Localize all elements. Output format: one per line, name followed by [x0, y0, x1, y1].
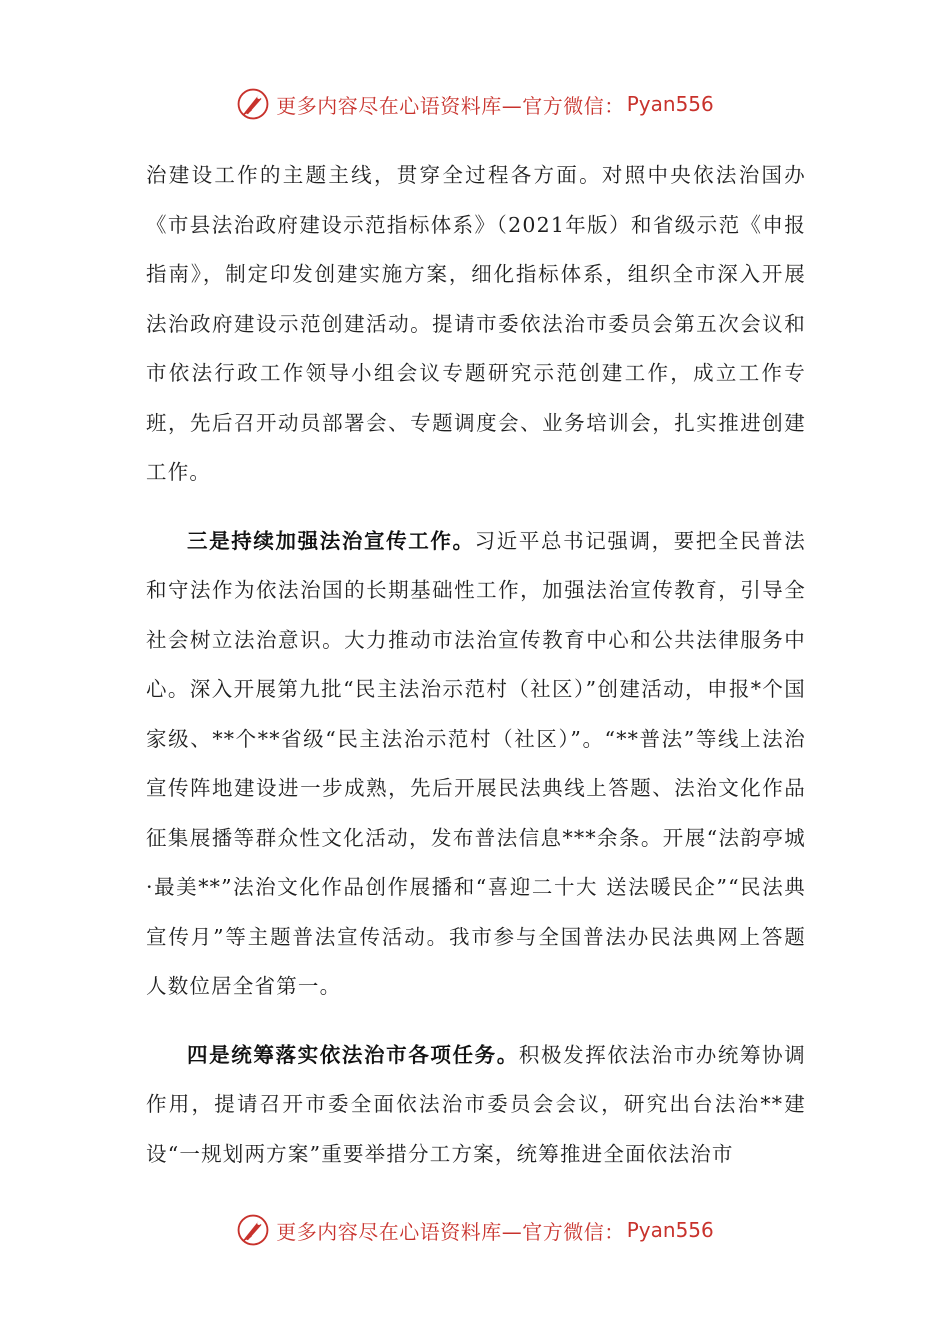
paragraph-text: 习近平总书记强调，要把全民普法和守法作为依法治国的长期基础性工作，加强法治宣传教育，引导全社会树立法治意识。大力推动市法治宣传教育中心和公共法律服务中心。深入开展第九批“民主法治示范村（社区）”创建活动，申报*个国家级、**个**省级“民主法治示范村（社区）”。“**普法”等线上法治宣传阵地建设进一步成熟，先后开展民法典线上答题、法治文化作品征集展播等群众性文化活动，发布普法信息***余条。开展“法韵亭城·最美**”法治文化作品创作展播和“喜迎二十大 送法暖民企”“民法典宣传月”等主题普法宣传活动。我市参与全国普法办民法典网上答题人数位居全省第一。 — [146, 528, 806, 998]
paragraph-lead: 三是持续加强法治宣传工作。 — [187, 528, 475, 553]
quill-logo-icon — [236, 87, 270, 121]
header-banner — [0, 84, 950, 124]
paragraph-text: 治建设工作的主题主线，贯穿全过程各方面。对照中央依法治国办《市县法治政府建设示范指标体系》（2021年版）和省级示范《申报指南》，制定印发创建实施方案，细化指标体系，组织全市深入开展法治政府建设示范创建活动。提请市委依法治市委员会第五次会议和市依法行政工作领导小组会议专题研究示范创建工作，成立工作专班，先后召开动员部署会、专题调度会、业务培训会，扎实推进创建工作。 — [146, 163, 806, 484]
paragraph-city-tasks — [146, 1031, 806, 1180]
paragraph-legal-publicity — [146, 517, 806, 1012]
header-wechat-id: Pyan556 — [626, 92, 714, 116]
paragraph-continuation — [146, 151, 806, 498]
footer-wechat-id: Pyan556 — [626, 1218, 714, 1242]
document-body — [146, 151, 806, 1179]
footer-banner — [0, 1210, 950, 1250]
quill-logo-icon — [236, 1213, 270, 1247]
paragraph-lead: 四是统筹落实依法治市各项任务。 — [187, 1042, 519, 1067]
footer-banner-text: 更多内容尽在心语资料库—官方微信： — [276, 1219, 625, 1244]
paragraph-text: 积极发挥依法治市办统筹协调作用，提请召开市委全面依法治市委员会会议，研究出台法治**建设“一规划两方案”重要举措分工方案，统筹推进全面依法治市 — [146, 1042, 806, 1166]
header-banner-text: 更多内容尽在心语资料库—官方微信： — [276, 93, 625, 118]
